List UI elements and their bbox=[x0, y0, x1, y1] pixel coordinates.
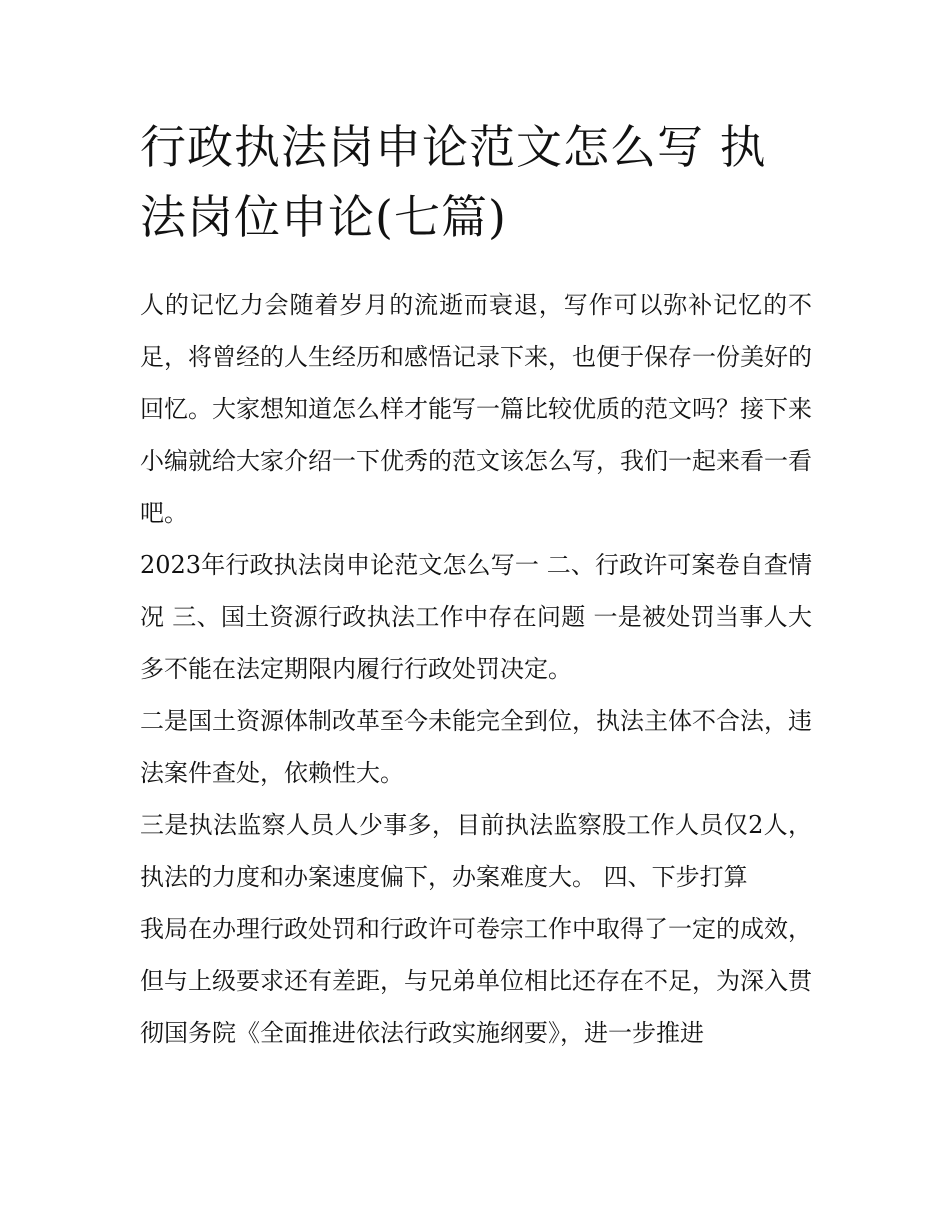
paragraph-intro: 人的记忆力会随着岁月的流逝而衰退，写作可以弥补记忆的不足，将曾经的人生经历和感悟记录下来，也便于保存一份美好的回忆。大家想知道怎么样才能写一篇比较优质的范文吗？接下来小编就给大家介绍一下优秀的范文该怎么写，我们一起来看一看吧。 bbox=[140, 291, 812, 527]
paragraph-problem-two: 二是国土资源体制改革至今未能完全到位，执法主体不合法，违法案件查处，依赖性大。 bbox=[140, 707, 812, 787]
document-title: 行政执法岗申论范文怎么写 执法岗位申论(七篇) bbox=[140, 120, 767, 244]
document-page bbox=[140, 112, 812, 1059]
paragraph-self-check: 2023年行政执法岗申论范文怎么写一 二、行政许可案卷自查情况 三、国土资源行政执法工作中存在问题 一是被处罚当事人大多不能在法定期限内履行行政处罚决定。 bbox=[140, 551, 812, 683]
paragraph-problem-three: 三是执法监察人员人少事多，目前执法监察股工作人员仅2人，执法的力度和办案速度偏下，办案难度大。 四、下步打算 bbox=[140, 811, 812, 891]
paragraph-next-steps: 我局在办理行政处罚和行政许可卷宗工作中取得了一定的成效，但与上级要求还有差距，与兄弟单位相比还存在不足，为深入贯彻国务院《全面推进依法行政实施纲要》，进一步推进 bbox=[140, 915, 812, 1047]
document-body bbox=[140, 279, 812, 1059]
